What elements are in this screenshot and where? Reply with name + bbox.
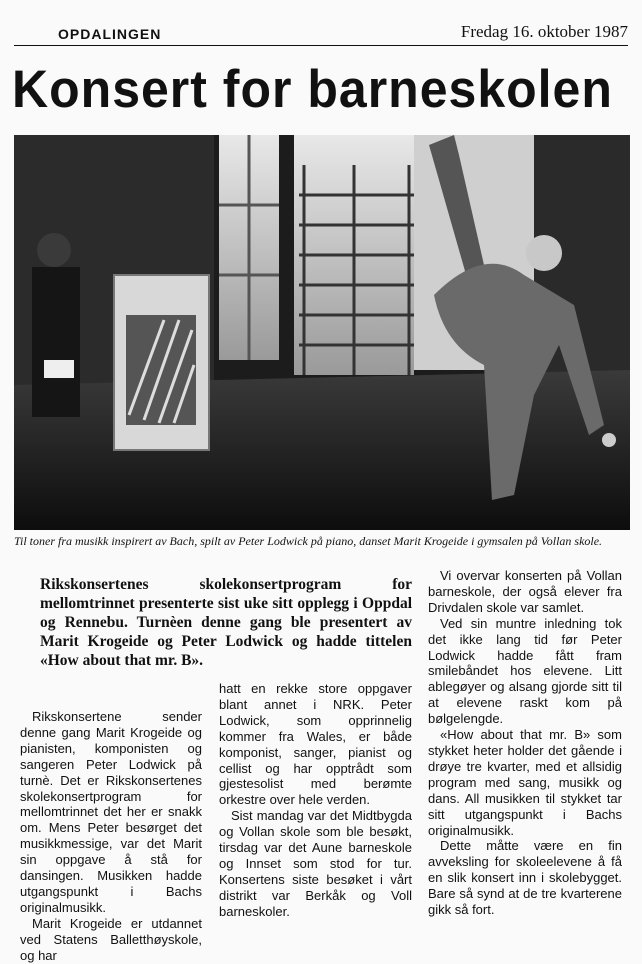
- article-column-3: [428, 568, 622, 918]
- paragraph: Ved sin muntre inledning tok det ikke lang tid før Peter Lodwick hadde fått fram smilebåndet hos elevene. Litt ablegøyer og alsang gjorde sitt til at elevene raskt kom på bølgelengde.: [428, 615, 622, 727]
- article-photo: [14, 135, 630, 530]
- paragraph: Vi overvar konserten på Vollan barneskole, der også elever fra Drivdalen skole var samlet.: [428, 568, 622, 615]
- paragraph: Dette måtte være en fin avveksling for skoleelevene å få en slik konsert inn i skolebygget. Bare så synd at de tre kvarterene gikk så fort.: [428, 838, 622, 918]
- paragraph: Rikskonsertene sender denne gang Marit Krogeide og pianisten, komponisten og sangeren Peter Lodwick på turnè. Det er Rikskonsertenes skolekonsertprogram for mellomtrinnet det her er snakk om. Mens Peter besørget det musikkmessige, var det Marit sin oppgave å stå for dansingen. Musikken hadde utgangspunkt i Bachs originalmusikk.: [20, 709, 202, 915]
- issue-date: Fredag 16. oktober 1987: [460, 22, 628, 41]
- photo-illustration: [14, 135, 630, 530]
- article-column-1: [20, 709, 202, 964]
- masthead-rule: [14, 45, 628, 46]
- article-lead: Rikskonsertenes skolekonsertprogram for mellomtrinnet presenterte sist uke sitt opplegg i Oppdal og Rennebu. Turnèen denne gang ble presentert av Marit Krogeide og Peter Lodwick og hadde tittelen «How about that mr. B».: [40, 576, 412, 669]
- newspaper-name: OPDALINGEN: [58, 26, 162, 42]
- paragraph: Marit Krogeide er utdannet ved Statens Balletthøyskole, og har: [20, 915, 202, 963]
- paragraph: «How about that mr. B» som stykket heter holder det gående i drøye tre kvarter, med et allsidig program med sang, musikk og dans. All musikken til stykket tar sitt utgangspunkt i Bachs originalmusikk.: [428, 727, 622, 838]
- paragraph: Sist mandag var det Midtbygda og Vollan skole som ble besøkt, tirsdag var det Aune barneskole og Innset som stod for tur. Konsertens siste besøket i vårt distrikt var Berkåk og Voll barneskoler.: [219, 808, 412, 919]
- paragraph: hatt en rekke store oppgaver blant annet i NRK. Peter Lodwick, som opprinnelig kommer fra Wales, er både komponist, sanger, pianist og cellist og har opptrådt som gjestesolist med berømte orkestre over hele verden.: [219, 681, 412, 808]
- article-column-2: [219, 681, 412, 920]
- photo-caption: Til toner fra musikk inspirert av Bach, spilt av Peter Lodwick på piano, danset Marit Krogeide i gymsalen på Vollan skole.: [14, 534, 603, 548]
- headline: Konsert for barneskolen: [12, 59, 613, 119]
